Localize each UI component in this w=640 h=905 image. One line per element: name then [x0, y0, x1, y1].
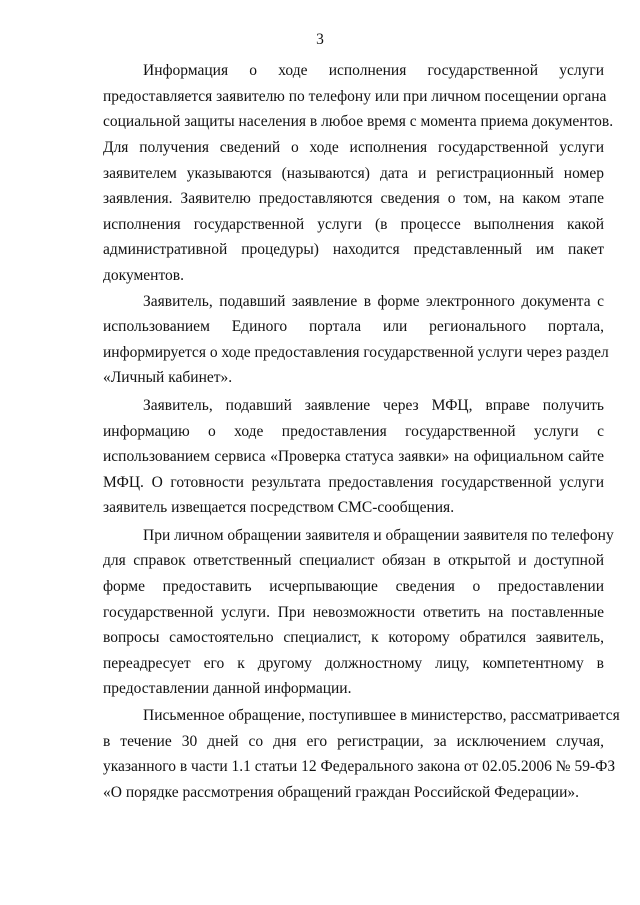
paragraph-2-line-1: Заявитель, подавший заявление в форме электронного документа с [143, 293, 604, 310]
paragraph-3-line-2: информацию о ходе предоставления государственной услуги с [103, 423, 604, 440]
paragraph-4-line-2: для справок ответственный специалист обязан в открытой и доступной [103, 552, 604, 569]
paragraph-3-line-3: использованием сервиса «Проверка статуса заявки» на официальном сайте [103, 448, 604, 465]
paragraph-2-line-3: информируется о ходе предоставления государственной услуги через раздел [103, 344, 609, 361]
paragraph-1-line-6: заявления. Заявителю предоставляются сведения о том, на каком этапе [103, 190, 604, 207]
paragraph-4-line-3: форме предоставить исчерпывающие сведения о предоставлении [103, 578, 604, 595]
paragraph-5-line-1: Письменное обращение, поступившее в министерство, рассматривается [143, 707, 620, 724]
paragraph-5-line-3: указанного в части 1.1 статьи 12 Федерального закона от 02.05.2006 № 59-ФЗ [103, 758, 616, 775]
paragraph-1-line-3: социальной защиты населения в любое время с момента приема документов. [103, 113, 614, 130]
paragraph-3-line-5: заявитель извещается посредством СМС-сообщения. [103, 499, 455, 516]
paragraph-4-line-6: переадресует его к другому должностному лицу, компетентному в [103, 655, 604, 672]
paragraph-1-line-9: документов. [103, 267, 184, 284]
paragraph-4-line-7: предоставлении данной информации. [103, 680, 352, 697]
paragraph-2-line-2: использованием Единого портала или регионального портала, [103, 318, 604, 335]
paragraph-1-line-2: предоставляется заявителю по телефону или при личном посещении органа [103, 88, 607, 105]
paragraph-2-line-4: «Личный кабинет». [103, 369, 233, 386]
paragraph-5-line-4: «О порядке рассмотрения обращений граждан Российской Федерации». [103, 784, 580, 801]
paragraph-1-line-1: Информация о ходе исполнения государственной услуги [143, 62, 604, 79]
paragraph-5-line-2: в течение 30 дней со дня его регистрации, за исключением случая, [103, 733, 604, 750]
page-number: 3 [316, 31, 324, 48]
paragraph-1-line-4: Для получения сведений о ходе исполнения государственной услуги [103, 139, 604, 156]
paragraph-3-line-1: Заявитель, подавший заявление через МФЦ, вправе получить [143, 397, 604, 414]
paragraph-4-line-1: При личном обращении заявителя и обращении заявителя по телефону [143, 527, 614, 544]
paragraph-3-line-4: МФЦ. О готовности результата предоставления государственной услуги [103, 474, 604, 491]
paragraph-1-line-7: исполнения государственной услуги (в процессе выполнения какой [103, 216, 604, 233]
paragraph-4-line-4: государственной услуги. При невозможности ответить на поставленные [103, 604, 604, 621]
paragraph-1-line-8: административной процедуры) находится представленный им пакет [103, 241, 604, 258]
paragraph-4-line-5: вопросы самостоятельно специалист, к которому обратился заявитель, [103, 629, 604, 646]
paragraph-1-line-5: заявителем указываются (называются) дата и регистрационный номер [103, 165, 604, 182]
